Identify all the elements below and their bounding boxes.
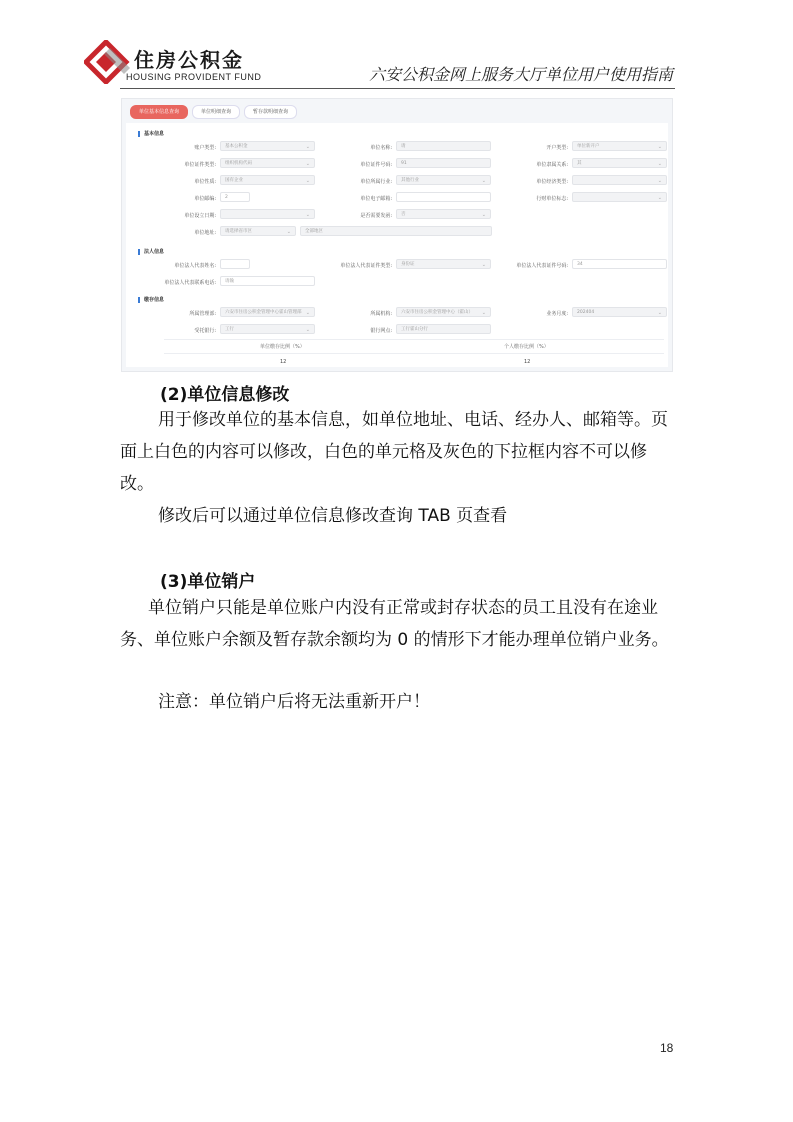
institution-select[interactable] [396,307,491,317]
unit-affiliation-select[interactable] [572,158,667,168]
field-value: 34 [577,262,583,267]
chevron-down-icon: ⌄ [305,144,310,150]
chevron-down-icon: ⌄ [481,178,486,184]
legal-rep-cert-type-select[interactable] [396,259,491,269]
field-label: 所属机构: [370,311,392,317]
unit-name-field[interactable] [396,141,491,151]
finance-unit-flag-select[interactable] [572,192,667,202]
chevron-down-icon: ⌄ [305,310,310,316]
section-title-unit-info-modify: (2)单位信息修改 [160,385,290,405]
field-value: 请输 [225,279,234,284]
chevron-down-icon: ⌄ [305,178,310,184]
field-value: 工行 [225,327,234,332]
field-label: 单位法人代表证件号码: [516,263,568,269]
account-type-select[interactable] [220,141,315,151]
field-value: 91 [401,161,407,166]
chevron-down-icon: ⌄ [481,310,486,316]
brand-name-en: HOUSING PROVIDENT FUND [126,72,262,82]
brand-name-cn: 住房公积金 [134,48,244,72]
field-value: 全部地区 [305,229,323,234]
personal-ratio-header: 个人缴存比例（%） [504,344,549,350]
field-value: 工行霍山分行 [401,327,428,332]
field-value: 202404 [577,310,595,315]
chevron-down-icon: ⌄ [657,195,662,201]
chevron-down-icon: ⌄ [305,161,310,167]
unit-economic-type-select[interactable] [572,175,667,185]
unit-nature-select[interactable] [220,175,315,185]
unit-postcode-field[interactable] [220,192,250,202]
unit-cert-type-select[interactable] [220,158,315,168]
field-value: 请 [401,144,406,149]
field-value: 其 [577,161,582,166]
document-title: 六安公积金网上服务大厅单位用户使用指南 [368,65,673,84]
chevron-down-icon: ⌄ [657,310,662,316]
unit-industry-select[interactable] [396,175,491,185]
field-label: 所属管理部: [189,311,216,317]
chevron-down-icon: ⌄ [305,327,310,333]
unit-info-screenshot [121,98,673,372]
query-tabs [130,105,297,119]
chevron-down-icon: ⌄ [481,262,486,268]
bank-branch-field[interactable] [396,324,491,334]
chevron-down-icon: ⌄ [657,144,662,150]
unit-ratio-header: 单位缴存比例（%） [260,344,305,350]
page-header [0,0,793,95]
field-label: 单位地址: [194,230,216,236]
legal-rep-phone-field[interactable] [220,276,315,286]
paragraph: 单位销户只能是单位账户内没有正常或封存状态的员工且没有在途业务、单位账户余额及暂存款余额均为 0 的情形下才能办理单位销户业务。 [120,598,669,650]
chevron-down-icon: ⌄ [657,178,662,184]
field-label: 银行网点: [370,328,392,334]
field-label: 单位证件类型: [184,162,216,168]
field-label: 单位经济类型: [536,179,568,185]
field-value: 2 [225,195,228,200]
field-value: 单位新开户 [577,144,600,149]
field-label: 单位隶属关系: [536,162,568,168]
field-value: 组织机构代码 [225,161,252,166]
ratio-divider [164,353,664,354]
unit-region-select[interactable] [220,226,296,236]
header-divider [120,88,675,89]
section-title-unit-close: (3)单位销户 [160,572,256,592]
field-label: 行财单位标志: [536,196,568,202]
field-label: 单位名称: [370,145,392,151]
field-label: 单位证件号码: [360,162,392,168]
field-label: 单位法人代表证件类型: [340,263,392,269]
field-value: 身份证 [401,262,415,267]
field-label: 账户类型: [194,145,216,151]
ratio-divider [164,339,664,340]
field-label: 开户类型: [546,145,568,151]
unit-email-field[interactable] [396,192,491,202]
chevron-down-icon: ⌄ [305,212,310,218]
paragraph: 用于修改单位的基本信息，如单位地址、电话、经办人、邮箱等。页面上白色的内容可以修改，白色的单元格及灰色的下拉框内容不可以修改。 [120,410,668,494]
chevron-down-icon: ⌄ [657,161,662,167]
section-basic-info: 基本信息 [138,131,164,137]
tab-unit-basic-info[interactable]: 单位基本信息查询 [130,105,188,119]
field-value: 基本公积金 [225,144,248,149]
field-label: 单位设立日期: [184,213,216,219]
unit-cert-number-field[interactable] [396,158,491,168]
tab-temp-deposit-detail[interactable]: 暂存款明细查询 [244,105,297,119]
field-label: 单位邮编: [194,196,216,202]
field-value: 请选择省市区 [225,229,252,234]
field-label: 单位电子邮箱: [360,196,392,202]
business-month-select[interactable] [572,307,667,317]
open-type-select[interactable] [572,141,667,151]
paragraph: 注意：单位销户后将无法重新开户！ [158,692,430,712]
legal-rep-name-field[interactable] [220,259,250,269]
send-letter-select[interactable] [396,209,491,219]
field-value: 六安市住房公积金管理中心（霍山） [401,310,473,315]
field-value: 否 [401,212,406,217]
field-label: 是否需要发函: [360,213,392,219]
field-value: 国有企业 [225,178,243,183]
entrusted-bank-select[interactable] [220,324,315,334]
chevron-down-icon: ⌄ [286,229,291,235]
legal-rep-cert-number-field[interactable] [572,259,667,269]
tab-unit-detail[interactable]: 单位明细查询 [192,105,240,119]
chevron-down-icon: ⌄ [481,212,486,218]
management-dept-select[interactable] [220,307,315,317]
unit-founded-date-select[interactable] [220,209,315,219]
field-value: 六安市住房公积金管理中心霍山管理部 [225,310,302,315]
section-legal-info: 法人信息 [138,249,164,255]
info-panel [126,123,668,367]
field-label: 单位法人代表姓名: [174,263,216,269]
field-label: 单位所属行业: [360,179,392,185]
unit-address-field[interactable] [300,226,492,236]
field-label: 单位性质: [194,179,216,185]
field-label: 受托银行: [194,328,216,334]
unit-ratio-value: 12 [280,359,287,365]
field-label: 业务月度: [546,311,568,317]
personal-ratio-value: 12 [524,359,531,365]
section-deposit-info: 缴存信息 [138,297,164,303]
page-number: 18 [660,1041,674,1055]
field-label: 单位法人代表联系电话: [164,280,216,286]
paragraph: 修改后可以通过单位信息修改查询 TAB 页查看 [158,506,508,526]
field-value: 其他行业 [401,178,419,183]
